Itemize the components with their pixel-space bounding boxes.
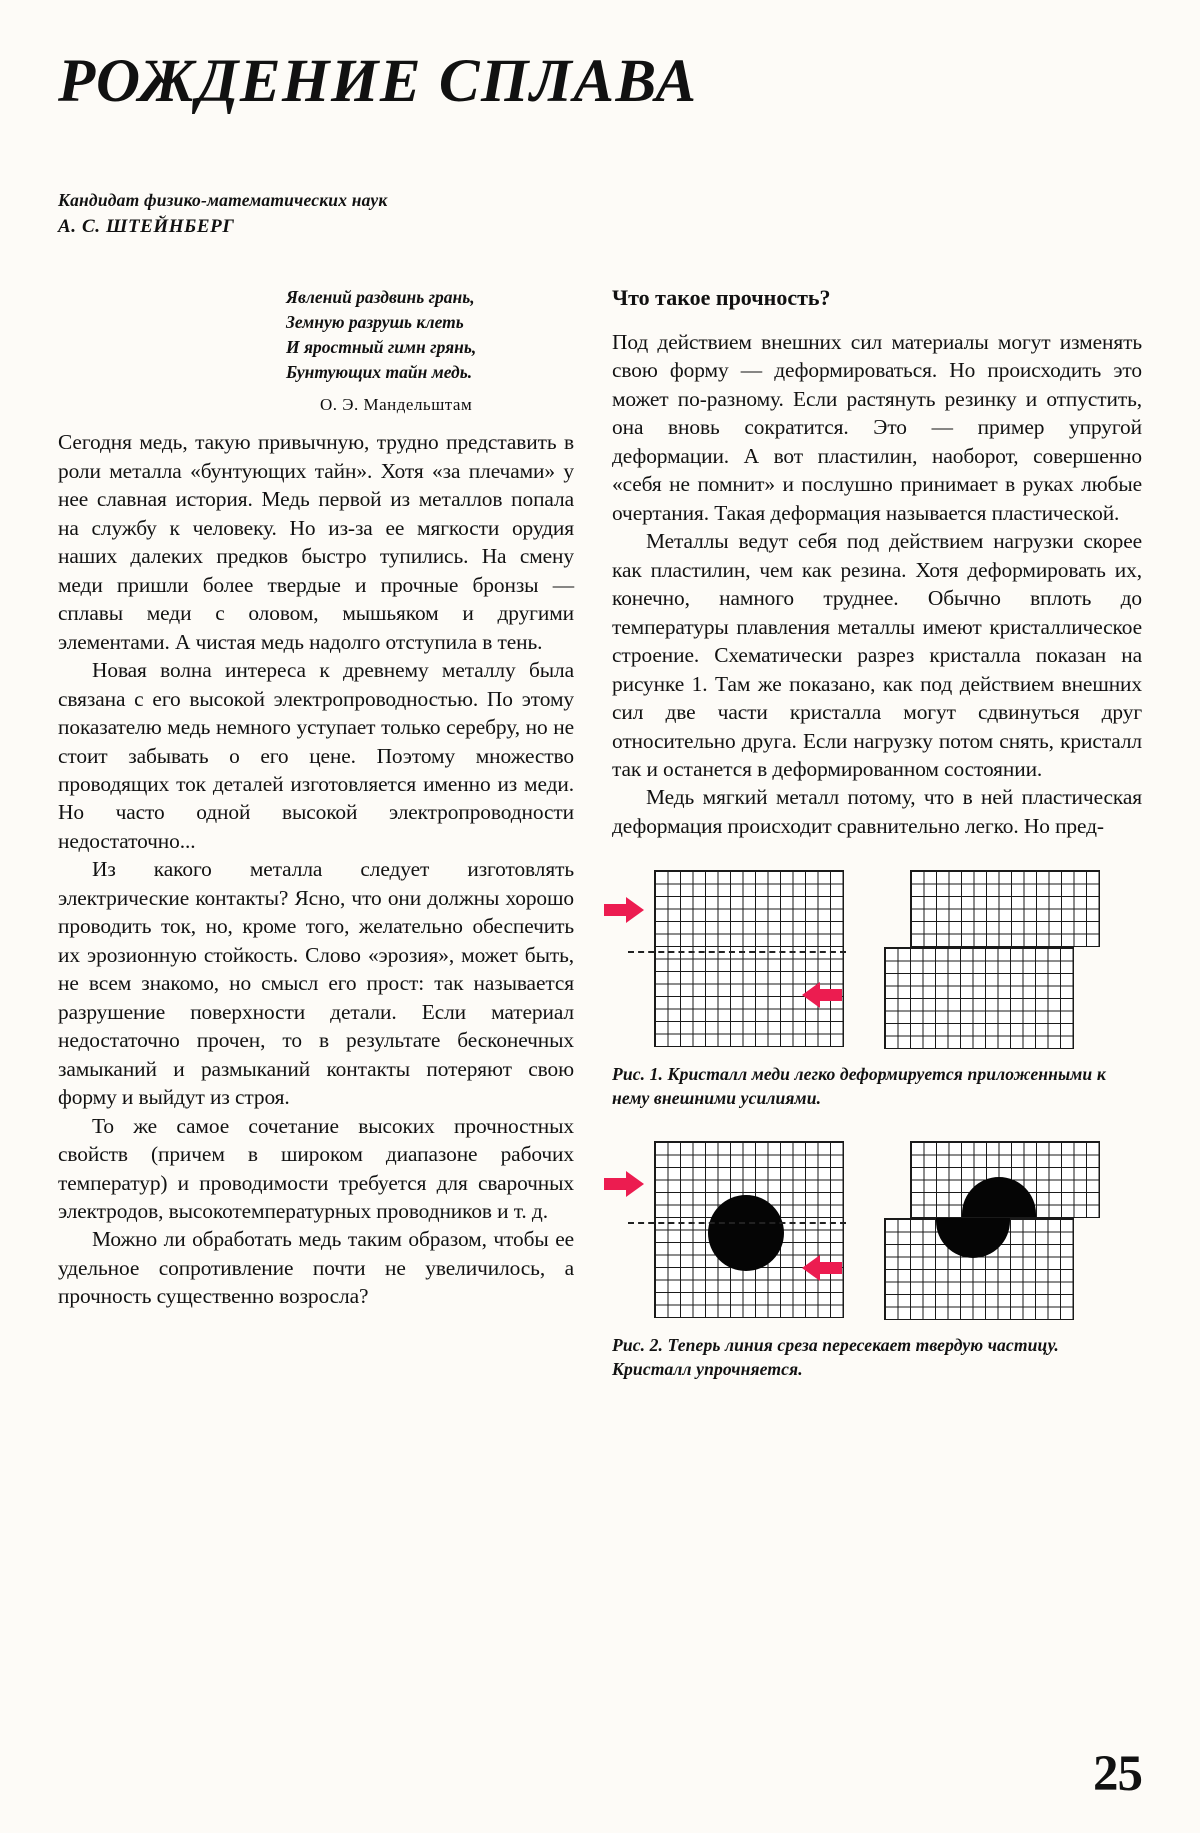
epigraph-line-4: Бунтующих тайн медь. bbox=[286, 361, 473, 382]
paragraph: То же самое сочетание высоких прочностных свойств (причем в широком диапазоне рабочих температур) и проводимости требуется для сварочных электродов, высокотемпературных проводников и т. д. bbox=[58, 1113, 574, 1223]
figure-2-caption: Рис. 2. Теперь линия среза пересекает твердую частицу. Кристалл упрочняется. bbox=[612, 1334, 1059, 1379]
epigraph-line-2: Земную разрушь клеть bbox=[286, 311, 464, 332]
figure-2-canvas bbox=[612, 1133, 1142, 1323]
paragraph: Под действием внешних сил материалы могут изменять свою форму — деформироваться. Но происходить это может по-разному. Если растянуть резинку и отпустить, она вновь сократится. Это — пример упругой деформации. А вот пластилин, наоборот, совершенно «себя не помнит» и послушно принимает в руках любые очертания. Такая деформация называется пластической. bbox=[612, 329, 1142, 525]
article-columns bbox=[58, 285, 1142, 1381]
epigraph-author: О. Э. Мандельштам bbox=[320, 395, 473, 415]
crystal-grid-undeformed bbox=[654, 870, 844, 1047]
crystal-grid-deformed-bottom bbox=[884, 947, 1074, 1049]
shear-line-dashed bbox=[628, 951, 846, 953]
page-title: РОЖДЕНИЕ СПЛАВА bbox=[58, 48, 698, 115]
byline bbox=[58, 188, 1142, 241]
epigraph-line-3: И яростный гимн грянь, bbox=[286, 336, 477, 357]
paragraph: Можно ли обработать медь таким образом, чтобы ее удельное сопротивление почти не увеличилось, а прочность существенно возросла? bbox=[58, 1227, 574, 1309]
left-column bbox=[58, 285, 574, 1381]
paragraph: Из какого металла следует изготовлять электрические контакты? Ясно, что они должны хорошо проводить ток, но, кроме того, желательно обеспечить их эрозионную стойкость. Слово «эрозия», может быть, не всем знакомо, но смысл его прост: так называется разрушение поверхности детали. Если материал недостаточно прочен, то в результате бесконечных замыканий и размыканий контакты потеряют свою форму и выйдут из строя. bbox=[58, 857, 574, 1110]
epigraph-line-1: Явлений раздвинь грань, bbox=[286, 286, 475, 307]
section-heading: Что такое прочность? bbox=[612, 284, 831, 310]
hard-particle bbox=[708, 1195, 784, 1271]
shear-line-dashed bbox=[628, 1222, 846, 1224]
paragraph: Сегодня медь, такую привычную, трудно представить в роли металла «бунтующих тайн». Хотя «за плечами» у нее славная история. Медь первой из металлов попала на службу к человеку. Но из-за ее мягкости орудия наших далеких предков быстро тупились. На смену меди пришли более твердые и прочные бронзы — сплавы меди с оловом, мышьяком и другими элементами. А чистая медь надолго отступила в тень. bbox=[58, 430, 574, 654]
author-degree: Кандидат физико-математических наук bbox=[58, 190, 388, 211]
paragraph: Металлы ведут себя под действием нагрузки скорее как пластилин, чем как резина. Хотя деформировать их, конечно, намного труднее. Обычно вплоть до температуры плавления металлы имеют кристаллическое строение. Схематически разрез кристалла показан на рисунке 1. Там же показано, как под действием внешних сил две части кристалла могут сдвинуться друг относительно друга. Если нагрузку потом снять, кристалл так и останется в деформированном состоянии. bbox=[612, 529, 1142, 781]
figure-1-caption: Рис. 1. Кристалл меди легко деформируется приложенными к нему внешними усилиями. bbox=[612, 1064, 1106, 1109]
crystal-grid-deformed-top bbox=[910, 870, 1100, 947]
figure-2 bbox=[612, 1133, 1142, 1382]
paragraph: Новая волна интереса к древнему металлу была связана с его высокой электропроводностью. По этому показателю медь немного уступает только серебру, но не стоит забывать о его цене. Поэтому множество проводящих ток деталей изготовляется именно из меди. Но часто одной высокой электропроводности недостаточно... bbox=[58, 658, 574, 853]
figure-1 bbox=[612, 862, 1142, 1111]
figure-1-canvas bbox=[612, 862, 1142, 1052]
author-name: А. С. ШТЕЙНБЕРГ bbox=[58, 216, 235, 238]
right-column bbox=[612, 285, 1142, 1381]
epigraph bbox=[286, 285, 574, 384]
page-number: 25 bbox=[1093, 1746, 1142, 1802]
paragraph: Медь мягкий металл потому, что в ней пластическая деформация происходит сравнительно легко. Но пред- bbox=[612, 785, 1142, 838]
